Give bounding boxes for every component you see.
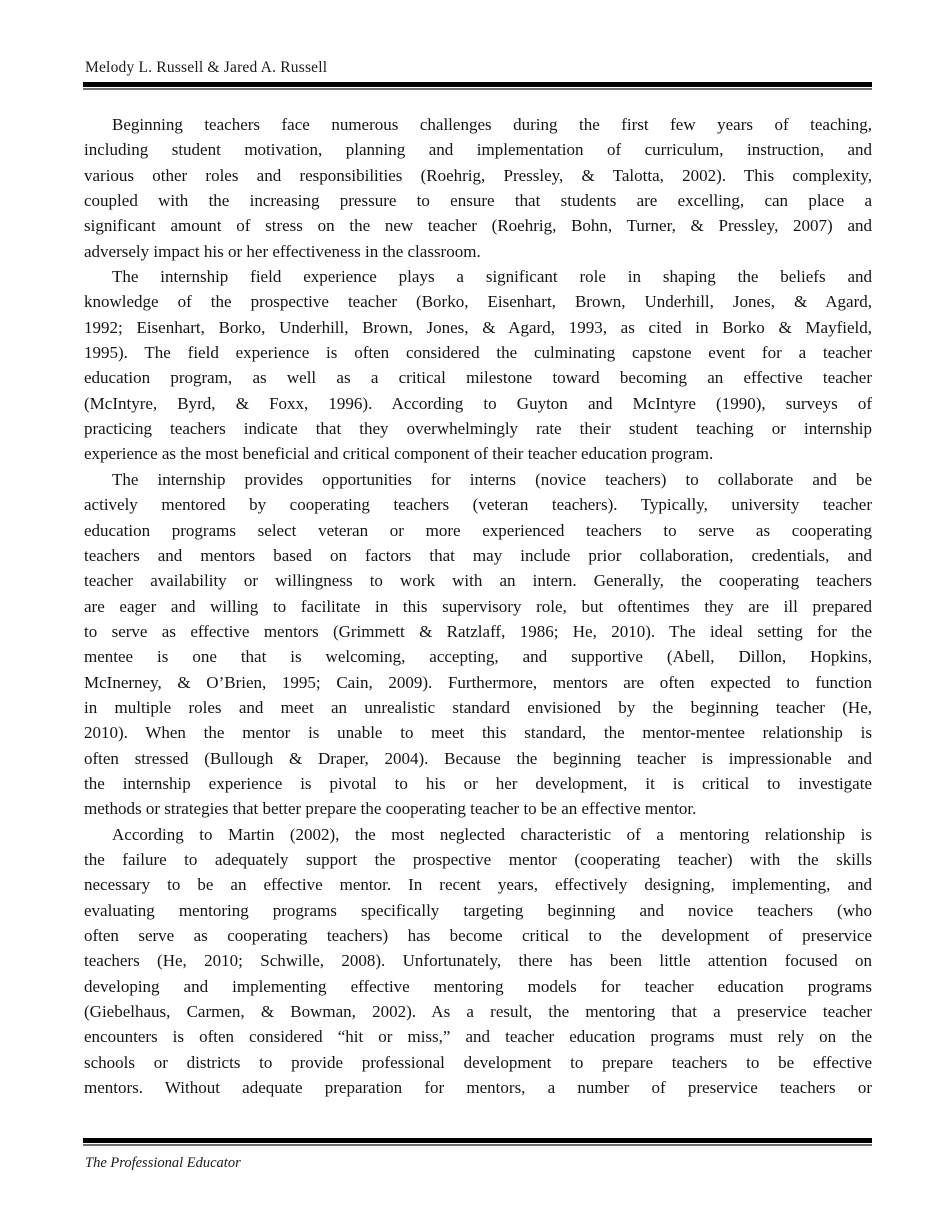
text-line: encounters is often considered “hit or miss,” and teacher education programs must rely on the xyxy=(84,1027,872,1047)
text-line: The internship provides opportunities for interns (novice teachers) to collaborate and be xyxy=(112,469,872,489)
text-line: knowledge of the prospective teacher (Borko, Eisenhart, Brown, Underhill, Jones, & Agard, xyxy=(84,292,872,312)
text-line: 1992; Eisenhart, Borko, Underhill, Brown, Jones, & Agard, 1993, as cited in Borko & Mayfield, xyxy=(84,317,872,337)
text-line: (Giebelhaus, Carmen, & Bowman, 2002). As a result, the mentoring that a preservice teacher xyxy=(84,1002,872,1022)
text-line: coupled with the increasing pressure to ensure that students are excelling, can place a xyxy=(84,191,872,211)
header-rule xyxy=(83,82,872,90)
text-line: evaluating mentoring programs specifically targeting beginning and novice teachers (who xyxy=(84,900,872,920)
text-line: are eager and willing to facilitate in this supervisory role, but oftentimes they are ill prepared xyxy=(84,596,872,616)
text-line: in multiple roles and meet an unrealistic standard envisioned by the beginning teacher (He, xyxy=(84,697,872,717)
text-line: education program, as well as a critical milestone toward becoming an effective teacher xyxy=(84,368,872,388)
text-line: teachers and mentors based on factors that may include prior collaboration, credentials, and xyxy=(84,545,872,565)
text-line: the internship experience is pivotal to his or her development, it is critical to investigate xyxy=(84,773,872,793)
journal-title: The Professional Educator xyxy=(85,1155,241,1171)
text-line: teachers (He, 2010; Schwille, 2008). Unfortunately, there has been little attention focused on xyxy=(84,951,872,971)
text-line: According to Martin (2002), the most neglected characteristic of a mentoring relationship is xyxy=(112,824,872,844)
running-head-authors: Melody L. Russell & Jared A. Russell xyxy=(85,59,328,76)
text-line: 1995). The field experience is often considered the culminating capstone event for a teacher xyxy=(84,343,872,363)
text-line: adversely impact his or her effectiveness in the classroom. xyxy=(84,241,481,261)
footer-rule xyxy=(83,1138,872,1146)
text-line: mentee is one that is welcoming, accepting, and supportive (Abell, Dillon, Hopkins, xyxy=(84,647,872,667)
text-line: practicing teachers indicate that they overwhelmingly rate their student teaching or internship xyxy=(84,419,872,439)
text-line: 2010). When the mentor is unable to meet this standard, the mentor-mentee relationship is xyxy=(84,723,872,743)
text-line: education programs select veteran or more experienced teachers to serve as cooperating xyxy=(84,520,872,540)
text-line: significant amount of stress on the new teacher (Roehrig, Bohn, Turner, & Pressley, 2007) and xyxy=(84,216,872,236)
text-line: to serve as effective mentors (Grimmett & Ratzlaff, 1986; He, 2010). The ideal setting for the xyxy=(84,621,872,641)
paragraph xyxy=(84,264,872,467)
paragraph xyxy=(84,467,872,822)
text-line: developing and implementing effective mentoring models for teacher education programs xyxy=(84,976,872,996)
text-line: various other roles and responsibilities (Roehrig, Pressley, & Talotta, 2002). This complexity, xyxy=(84,165,872,185)
paragraph xyxy=(84,822,872,1101)
text-line: experience as the most beneficial and critical component of their teacher education program. xyxy=(84,444,714,464)
text-line: necessary to be an effective mentor. In recent years, effectively designing, implementing, and xyxy=(84,875,872,895)
text-line: (McIntyre, Byrd, & Foxx, 1996). According to Guyton and McIntyre (1990), surveys of xyxy=(84,393,872,413)
text-line: methods or strategies that better prepare the cooperating teacher to be an effective mentor. xyxy=(84,799,697,819)
page-body xyxy=(84,112,872,1100)
text-line: including student motivation, planning and implementation of curriculum, instruction, and xyxy=(84,140,872,160)
text-line: schools or districts to provide professional development to prepare teachers to be effective xyxy=(84,1052,872,1072)
text-line: mentors. Without adequate preparation for mentors, a number of preservice teachers or xyxy=(84,1078,872,1098)
text-line: often serve as cooperating teachers) has become critical to the development of preservice xyxy=(84,926,872,945)
text-line: teacher availability or willingness to work with an intern. Generally, the cooperating teachers xyxy=(84,571,872,591)
paragraph xyxy=(84,112,872,264)
text-line: the failure to adequately support the prospective mentor (cooperating teacher) with the skills xyxy=(84,849,872,869)
text-line: Beginning teachers face numerous challenges during the first few years of teaching, xyxy=(112,115,872,134)
text-line: often stressed (Bullough & Draper, 2004). Because the beginning teacher is impressionable and xyxy=(84,748,872,768)
text-line: McInerney, & O’Brien, 1995; Cain, 2009). Furthermore, mentors are often expected to function xyxy=(84,672,872,692)
text-line: actively mentored by cooperating teachers (veteran teachers). Typically, university teacher xyxy=(84,495,872,515)
text-line: The internship field experience plays a significant role in shaping the beliefs and xyxy=(112,267,872,287)
